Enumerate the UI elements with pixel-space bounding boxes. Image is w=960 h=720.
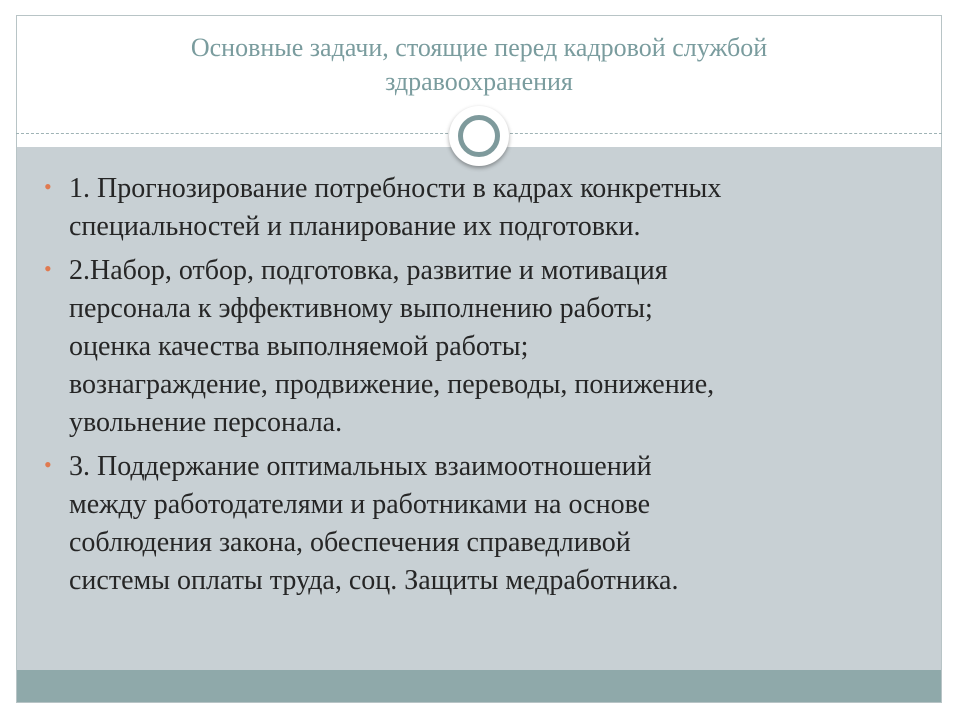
bullet-item	[42, 170, 922, 246]
title-line-2: здравоохранения	[385, 67, 573, 96]
bullet-text-line: соблюдения закона, обеспечения справедливой	[69, 527, 631, 558]
bullet-text-line: вознаграждение, продвижение, переводы, понижение,	[69, 369, 715, 400]
bullet-text-line: увольнение персонала.	[69, 407, 343, 438]
bullet-dot-icon: •	[44, 256, 52, 281]
bullet-text-line: оценка качества выполняемой работы;	[69, 331, 529, 362]
bullet-text-line: между работодателями и работниками на основе	[69, 489, 651, 520]
bullet-text-line: 1. Прогнозирование потребности в кадрах конкретных	[69, 173, 722, 204]
bottom-bar	[17, 670, 941, 702]
bullet-text-line: системы оплаты труда, соц. Защиты медработника.	[69, 565, 679, 596]
ring-icon	[458, 115, 500, 157]
title-line-1: Основные задачи, стоящие перед кадровой службой	[190, 33, 768, 62]
bullet-dot-icon: •	[44, 174, 52, 199]
bullet-dot-icon: •	[44, 452, 52, 477]
bullet-item	[42, 448, 922, 600]
circle-ornament-icon	[449, 106, 509, 166]
bullet-item	[42, 252, 922, 442]
bullet-text-line: 3. Поддержание оптимальных взаимоотношений	[69, 451, 652, 482]
bullet-text-line: 2.Набор, отбор, подготовка, развитие и мотивация	[69, 255, 668, 286]
bullet-list	[42, 170, 922, 606]
bullet-text-line: персонала к эффективному выполнению работы;	[69, 293, 653, 324]
bullet-text-line: специальностей и планирование их подготовки.	[69, 211, 641, 242]
